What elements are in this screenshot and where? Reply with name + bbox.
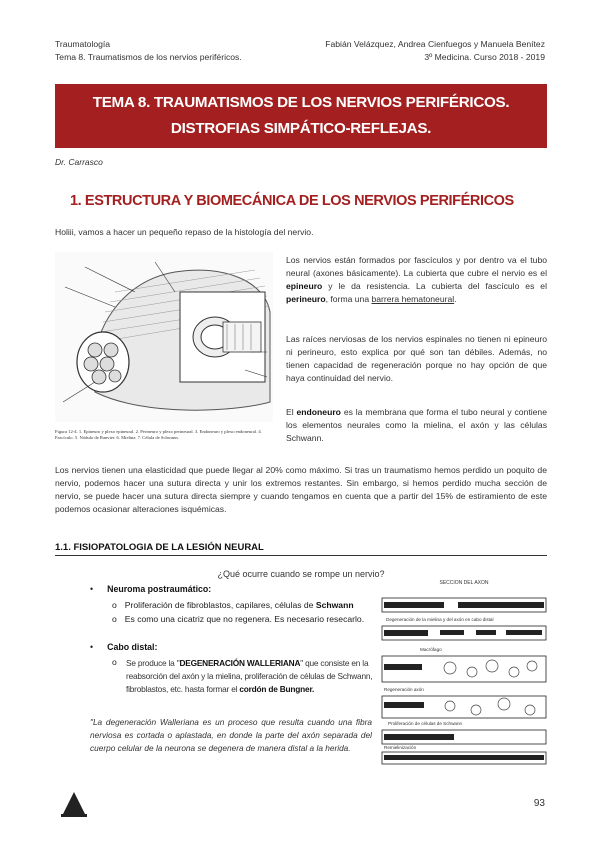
neuroma-item-2-text: Es como una cicatriz que no regenera. Es necesario resecarlo. [124, 614, 365, 624]
cabo-text-c: " que consiste en la reabsorción del axón y la mielina, proliferación de células de Schwann, fibroblastos, etc. hasta formar el [126, 658, 373, 694]
fig2-label-axon-section: SECCION DEL AXON [439, 580, 489, 586]
banner-line-1: TEMA 8. TRAUMATISMOS DE LOS NERVIOS PERIFÉRICOS. [92, 94, 510, 111]
para3-text-c: es la membrana que forma el tubo neural y contiene los elementos neurales como la mielina, el axón y las células Schwann. [286, 407, 547, 443]
academy-logo [55, 790, 93, 820]
question-text: ¿Qué ocurre cuando se rompe un nervio? [217, 569, 385, 579]
term-barrera-hematoneural: barrera hematoneural [371, 294, 455, 304]
nerve-diagram-illustration [55, 252, 273, 422]
nerve-structure-figure [55, 252, 273, 442]
cabo-title: Cabo distal: [107, 642, 158, 652]
term-perineuro: perineuro [286, 294, 326, 304]
header-left [55, 38, 242, 64]
header-course: 3º Medicina. Curso 2018 - 2019 [424, 52, 545, 62]
term-cordon-bungner: cordón de Bungner. [239, 684, 315, 694]
term-degeneracion-walleriana: DEGENERACIÓN WALLERIANA [179, 658, 301, 668]
neuroma-item-2: o Es como una cicatriz que no regenera. Es necesario resecarlo. [112, 614, 365, 624]
doctor-name: Dr. Carrasco [55, 157, 103, 167]
fig2-label-remyelination: Remielinización [384, 745, 417, 750]
term-endoneuro: endoneuro [296, 407, 341, 417]
wallerian-degeneration-figure [380, 580, 548, 765]
header-right [325, 38, 545, 64]
header-subject: Traumatología [55, 39, 111, 49]
banner-line-2: DISTROFIAS SIMPÁTICO-REFLEJAS. [170, 120, 432, 137]
fig2-label-regeneration: Regeneración axón [384, 687, 424, 692]
paragraph-raices: Las raíces nerviosas de los nervios espinales no tienen ni epineuro ni perineuro, esto explica por qué son tan débiles. Además, no tienen capacidad de regeneración porque no hay opción de que haya continuidad del nervio. [286, 334, 547, 383]
para1-text-c: y le da resistencia. La cubierta del fascículo es el [322, 281, 547, 291]
header-authors: Fabián Velázquez, Andrea Cienfuegos y Manuela Benítez [325, 39, 545, 49]
para1-text-a: Los nervios están formados por fascículos y por dentro va el tubo neural (axones básicamente). La cubierta que cubre el nervio es el [286, 255, 547, 278]
wallerian-diagram-illustration [380, 580, 548, 765]
neuroma-bullet: • Neuroma postraumático: [90, 584, 212, 594]
para1-text-e: , forma una [325, 294, 372, 304]
page-number: 93 [533, 798, 545, 809]
cabo-sub-bullet: o [112, 657, 117, 667]
walleriana-quote: "La degeneración Walleriana es un proceso que resulta cuando una fibra nerviosa es cortada o aplastada, en donde la parte del axón separada del cuerpo celular de la neurona se degenera de manera distal a la herida. [90, 717, 372, 753]
subsection-title: 1.1. FISIOPATOLOGIA DE LA LESIÓN NEURAL [55, 542, 547, 556]
intro-paragraph: Holiii, vamos a hacer un pequeño repaso de la histología del nervio. [55, 227, 314, 237]
para3-text-a: El [286, 407, 297, 417]
paragraph-endoneuro [286, 406, 547, 445]
fig2-label-degeneration: Degeneración de la mielina y del axón en cabo distal [386, 617, 494, 622]
neuroma-item-1: o Proliferación de fibroblastos, capilares, células de Schwann [112, 600, 354, 610]
cabo-bullet: • Cabo distal: [90, 642, 158, 652]
neuroma-title: Neuroma postraumático: [107, 584, 212, 594]
title-banner [55, 84, 547, 148]
header-topic: Tema 8. Traumatismos de los nervios periféricos. [55, 52, 242, 62]
fig2-label-schwann-proliferation: Proliferación de células de Schwann [388, 721, 463, 726]
figure-caption: Figura 12-4. 1. Epineuro y plexo epineural. 2. Perineuro y plexo perineural. 3. Endoneuro y plexo endoneural. 4. Fascículo. 5. Nódulo de Ranvier. 6. Mielina. 7. Célula de Schwann. [55, 429, 262, 440]
neuroma-item-1-text: Proliferación de fibroblastos, capilares, células de [124, 600, 316, 610]
cabo-item [126, 657, 382, 696]
academy-logo-icon [55, 790, 93, 820]
term-epineuro: epineuro [286, 281, 323, 291]
paragraph-elasticidad: Los nervios tienen una elasticidad que puede llegar al 20% como máximo. Si tras un traumatismo hemos perdido un poquito de nervio, podemos hacer una sutura directa y unir los extremos restantes. Sin embargo, si hemos perdido mucha sección de nervio, se puede hacer una sutura directa siempre y cuando tengamos en cuenta que a partir del 15% de estiramiento de este podemos ocasionar alteraciones isquémicas. [55, 465, 547, 514]
section-1-title: 1. ESTRUCTURA Y BIOMECÁNICA DE LOS NERVIOS PERIFÉRICOS [70, 193, 514, 209]
term-schwann: Schwann [315, 600, 354, 610]
paragraph-epineuro [286, 254, 547, 306]
para1-text-g: . [454, 294, 457, 304]
cabo-text-a: Se produce la " [126, 658, 180, 668]
fig2-label-macrophage: Macrófago [420, 647, 442, 652]
